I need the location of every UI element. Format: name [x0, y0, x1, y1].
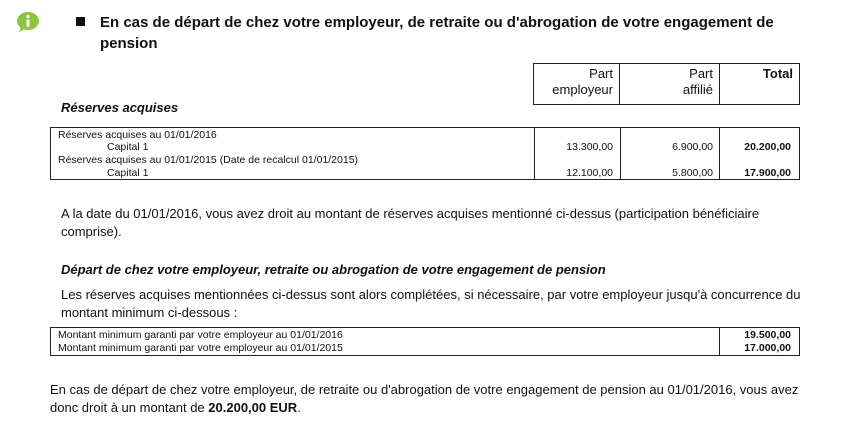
square-bullet-icon [76, 17, 85, 26]
departure-intro: Les réserves acquises mentionnées ci-dessus sont alors complétées, si nécessaire, par votre employeur jusqu'à concurrence du montant minimum ci-dessous : [61, 287, 801, 320]
column-header-table [533, 63, 800, 105]
column-header-affiliate: Part affilié [620, 64, 720, 105]
column-header-employer: Part employeur [534, 64, 620, 105]
section-heading [76, 12, 816, 54]
section-heading-text: En cas de départ de chez votre employeur, de retraite ou d'abrogation de votre engagement de pension [100, 14, 774, 52]
table-row: Réserves acquises au 01/01/2016 [58, 129, 217, 141]
acquired-reserves-title: Réserves acquises [61, 100, 179, 115]
minimum-guaranteed-table [50, 327, 800, 356]
departure-title: Départ de chez votre employeur, retraite ou abrogation de votre engagement de pension [61, 262, 606, 277]
table-row: Capital 1 13.300,00 6.900,00 20.200,00 [107, 141, 791, 153]
table-row: Capital 1 12.100,00 5.800,00 17.900,00 [107, 167, 791, 179]
table-row: Montant minimum garanti par votre employeur au 01/01/2016 19.500,00 [58, 329, 791, 341]
conclusion-amount: 20.200,00 EUR [208, 400, 298, 415]
column-header-total: Total [720, 64, 800, 105]
acquired-reserves-table [50, 127, 800, 180]
table-row: Montant minimum garanti par votre employeur au 01/01/2015 17.000,00 [58, 342, 791, 354]
acquired-reserves-note: A la date du 01/01/2016, vous avez droit au montant de réserves acquises mentionné ci-dessus (participation bénéficiaire comprise). [61, 206, 760, 239]
table-row: Réserves acquises au 01/01/2015 (Date de recalcul 01/01/2015) [58, 154, 359, 166]
info-icon[interactable] [16, 11, 40, 33]
conclusion-paragraph: En cas de départ de chez votre employeur, de retraite ou d'abrogation de votre engagement de pension au 01/01/2016, vous avez donc droit à un montant de 20.200,00 EUR. [50, 382, 799, 415]
